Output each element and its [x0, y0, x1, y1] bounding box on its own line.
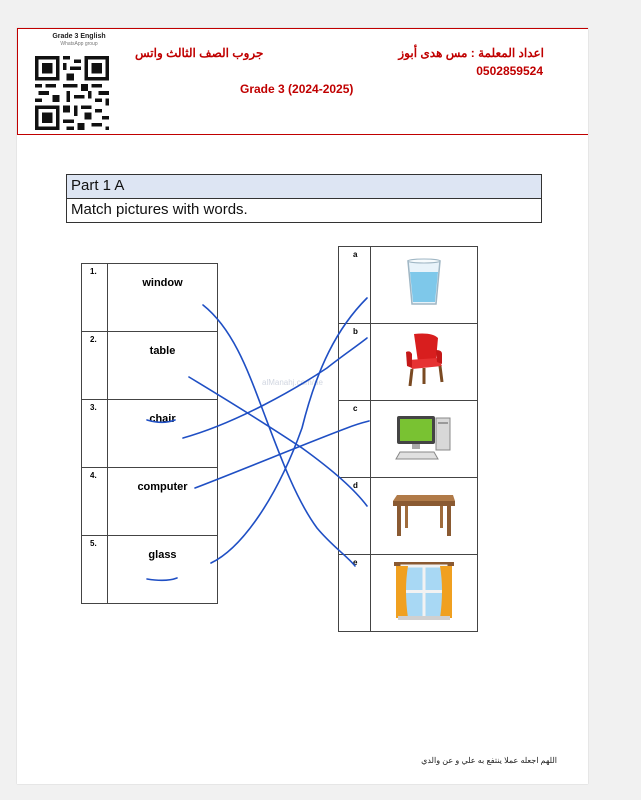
row-number: 2. [82, 332, 108, 400]
words-table [81, 263, 218, 604]
word-cell: table [108, 332, 218, 400]
picture-cell [371, 324, 478, 401]
picture-cell [371, 401, 478, 478]
table-row [82, 468, 218, 536]
group-name: جروب الصف الثالث واتس [135, 46, 264, 60]
word-cell: window [108, 264, 218, 332]
row-letter: a [339, 247, 371, 324]
row-number: 3. [82, 400, 108, 468]
qr-subtitle: WhatsApp group [60, 41, 98, 47]
watermark: alManahj.com/ae [262, 378, 323, 387]
worksheet-page [17, 28, 588, 784]
row-number: 1. [82, 264, 108, 332]
computer-icon [394, 412, 454, 462]
qr-code-icon [35, 56, 109, 130]
footer-prayer: اللهم اجعله عملا ينتفع به علي و عن والدي [421, 756, 557, 765]
glass-icon [404, 258, 444, 308]
picture-cell [371, 478, 478, 555]
header-top-line [17, 28, 588, 29]
teacher-name: اعداد المعلمة : مس هدى أبوز [398, 46, 544, 60]
row-letter: c [339, 401, 371, 478]
table-row [82, 332, 218, 400]
table-row [339, 324, 478, 401]
table-row [339, 555, 478, 632]
table-row [82, 400, 218, 468]
row-letter: b [339, 324, 371, 401]
table-row [82, 264, 218, 332]
row-letter: d [339, 478, 371, 555]
window-icon [394, 560, 454, 622]
part-heading-box [66, 174, 542, 223]
header-left-line [17, 28, 18, 134]
match-line [203, 305, 355, 566]
picture-cell [371, 247, 478, 324]
table-row [339, 401, 478, 478]
pictures-table [338, 246, 478, 632]
chair-icon [402, 332, 446, 388]
word-cell: chair [108, 400, 218, 468]
teacher-phone: 0502859524 [476, 64, 543, 78]
picture-cell [371, 555, 478, 632]
header-bottom-line [17, 134, 588, 135]
qr-title: Grade 3 English [52, 33, 106, 40]
table-icon [391, 491, 457, 537]
qr-label [39, 33, 119, 47]
part-title: Part 1 A [67, 175, 541, 199]
table-row [82, 536, 218, 604]
row-letter: e [339, 555, 371, 632]
table-row [339, 247, 478, 324]
table-row [339, 478, 478, 555]
word-cell: glass [108, 536, 218, 604]
row-number: 4. [82, 468, 108, 536]
row-number: 5. [82, 536, 108, 604]
word-cell: computer [108, 468, 218, 536]
part-instruction: Match pictures with words. [71, 201, 248, 218]
grade-year: Grade 3 (2024-2025) [240, 82, 354, 96]
